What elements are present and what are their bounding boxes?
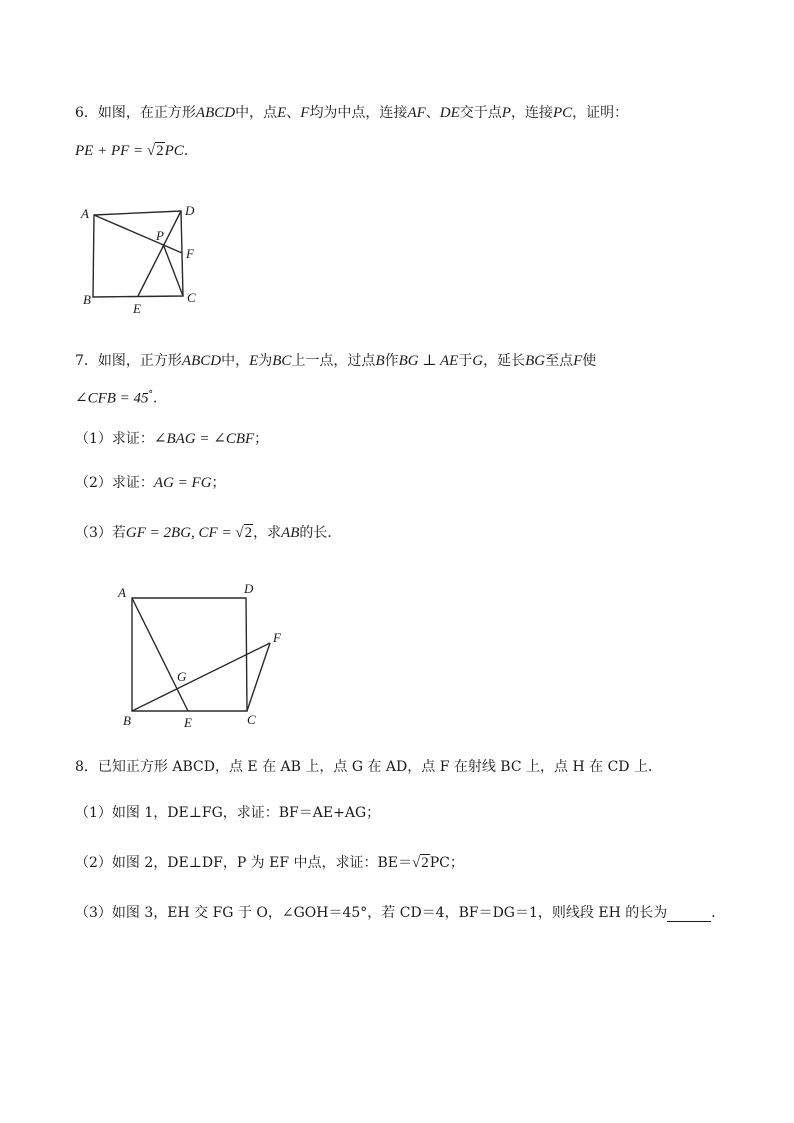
q7-math: G	[472, 353, 484, 369]
q7-p3-end: 的长．	[299, 525, 342, 541]
q6-label-c: C	[187, 290, 196, 305]
q7-end: ．	[153, 390, 168, 407]
q6-math: P	[501, 105, 511, 121]
q8-title: 8．已知正方形 ABCD，点 E 在 AB 上，点 G 在 AD，点 F 在射线 BC 上，点 H 在 CD 上．	[75, 759, 662, 775]
q7-p2-end: ；	[211, 475, 226, 491]
q8-p2-b: PC；	[429, 855, 464, 871]
q6-equation	[75, 142, 198, 160]
q7-p3-mid: ，求	[253, 525, 282, 541]
q7-math: BG ⊥ AE	[398, 353, 459, 369]
q6-label-p: P	[156, 228, 164, 243]
q7-p3-label: （3）若	[75, 525, 126, 541]
q7-math: ABCD	[181, 353, 222, 369]
q6-math: DE	[439, 105, 460, 121]
sqrt-symbol: √2	[235, 525, 253, 541]
q7-math: BC	[272, 353, 292, 369]
q7-p2-label: （2）求证：	[75, 475, 154, 491]
q6-text: 如图，在正方形	[97, 105, 196, 121]
q6-text: 、	[286, 105, 301, 121]
q6-segment-pc	[163, 244, 183, 296]
q8-p2-a: （2）如图 2，DE⊥DF，P 为 EF 中点，求证：BE＝	[75, 855, 413, 871]
q7-number: 7．	[75, 353, 98, 369]
q7-p1-end: ；	[254, 431, 269, 447]
q6-label-f: F	[186, 246, 194, 261]
sqrt-symbol: √2	[412, 855, 429, 871]
q6-statement	[75, 104, 628, 122]
sqrt-symbol: √2	[146, 143, 164, 159]
q6-square	[93, 211, 183, 297]
q7-statement	[75, 352, 596, 370]
q6-eq-end: ．	[183, 143, 198, 159]
q6-label-a: A	[81, 206, 89, 221]
q7-p1-label: （1）求证：	[75, 431, 154, 447]
q6-eq-radicand: 2	[156, 143, 164, 159]
q7-text: 于	[458, 353, 473, 369]
q6-segment-af	[94, 215, 182, 253]
q7-part-1	[75, 430, 268, 448]
q6-math: PC	[552, 105, 573, 121]
q8-p3: （3）如图 3，EH 交 FG 于 O，∠GOH＝45°，若 CD＝4，BF＝DG＝1，则线段 EH 的长为	[75, 905, 668, 921]
q6-text: ，连接	[510, 105, 553, 121]
q7-p3-math: GF = 2BG, CF =	[125, 525, 236, 541]
q6-eq-right: PC	[164, 143, 184, 159]
q6-math: E	[277, 105, 287, 121]
q6-math: AF	[407, 105, 426, 121]
q7-p2-math: AG = FG	[153, 475, 212, 491]
q7-angle-condition	[75, 386, 167, 408]
q7-label-b: B	[123, 713, 131, 728]
q6-label-d: D	[185, 203, 195, 218]
q7-text: 上一点，过点	[291, 353, 376, 369]
q7-degree: °	[148, 390, 154, 400]
q7-text: 使	[582, 353, 597, 369]
q6-segment-de	[138, 211, 181, 296]
q7-text: 如图，正方形	[97, 353, 182, 369]
q7-square	[132, 598, 247, 711]
q7-segment-cf	[247, 643, 270, 711]
q7-angle: ∠CFB = 45	[75, 390, 149, 407]
q6-eq-left: PE + PF =	[75, 143, 147, 159]
q7-segment-ae	[132, 598, 188, 711]
q7-segment-bf	[132, 643, 270, 711]
q7-part-2	[75, 474, 226, 492]
q8-p3-end: ．	[711, 905, 726, 921]
q7-text: 为	[258, 353, 273, 369]
q7-p3-radicand: 2	[244, 525, 253, 541]
q7-text: 作	[384, 353, 399, 369]
q7-math: BG	[525, 353, 546, 369]
q7-text: ，延长	[483, 353, 526, 369]
q7-p3-ab: AB	[281, 525, 300, 541]
q7-math: B	[375, 353, 385, 369]
q8-part-3	[75, 904, 725, 922]
q7-label-a: A	[118, 585, 126, 600]
q6-text: 中，点	[235, 105, 278, 121]
q7-label-c: C	[247, 712, 256, 727]
q6-label-e: E	[133, 301, 141, 316]
q6-number: 6．	[75, 105, 98, 121]
q7-math: E	[249, 353, 259, 369]
q8-part-1	[75, 804, 380, 822]
q6-label-b: B	[83, 292, 91, 307]
q7-text: 至点	[545, 353, 574, 369]
q6-text: ，证明：	[572, 105, 629, 121]
q6-math: ABCD	[195, 105, 236, 121]
q7-part-3	[75, 524, 341, 542]
q8-p1: （1）如图 1，DE⊥FG，求证：BF＝AE+AG；	[75, 805, 381, 821]
q7-label-g: G	[177, 669, 187, 684]
q7-text: 中，	[221, 353, 250, 369]
q8-statement	[75, 758, 662, 776]
q7-label-e: E	[184, 715, 192, 730]
q6-text: 、	[425, 105, 440, 121]
q8-p2-radicand: 2	[421, 855, 429, 871]
q6-text: 交于点	[459, 105, 502, 121]
q8-part-2	[75, 854, 464, 872]
q6-math: F	[300, 105, 310, 121]
q7-math: F	[573, 353, 583, 369]
q6-text: 均为中点，连接	[309, 105, 408, 121]
q7-label-d: D	[244, 581, 254, 596]
q7-label-f: F	[273, 630, 281, 645]
q7-p1-math: ∠BAG = ∠CBF	[153, 431, 255, 447]
answer-blank[interactable]	[667, 907, 711, 922]
